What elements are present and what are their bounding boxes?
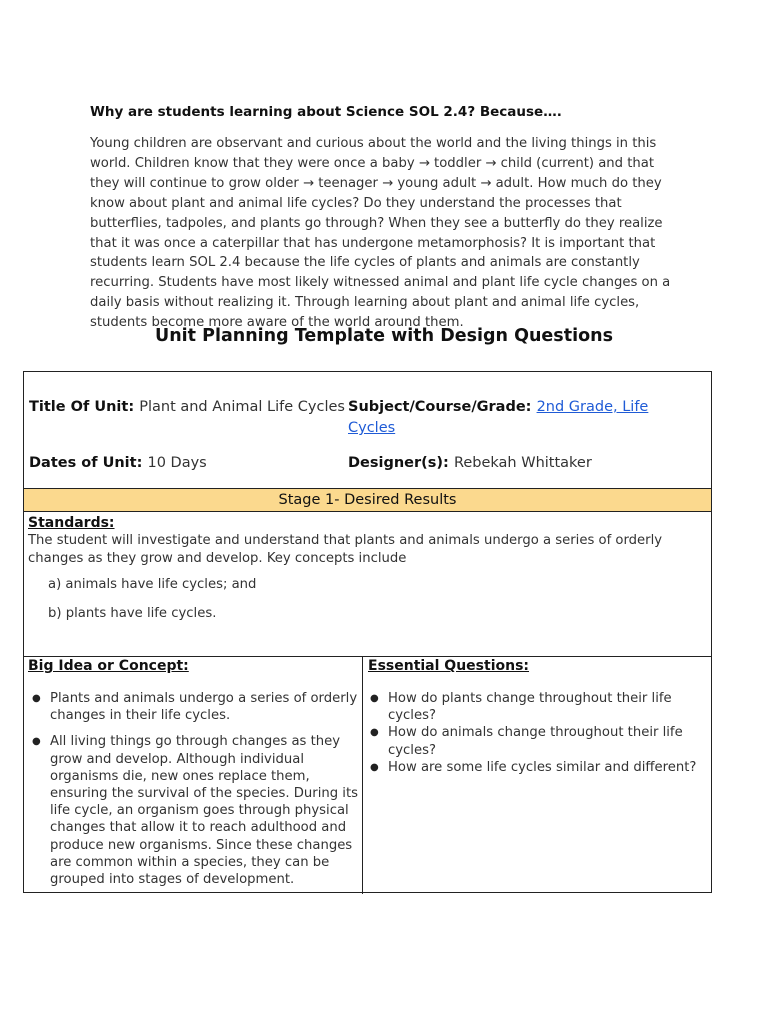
standards-item: a) animals have life cycles; and [48, 577, 257, 592]
intro-question: Why are students learning about Science SOL 2.4? Because…. [90, 104, 562, 120]
designer-value: Rebekah Whittaker [453, 455, 592, 471]
bullet-icon: ● [32, 693, 41, 704]
essential-questions-heading: Essential Questions: [368, 658, 530, 674]
stage1-header: Stage 1- Desired Results [24, 488, 711, 512]
title-of-unit-label: Title Of Unit: [29, 399, 135, 415]
title-of-unit [29, 396, 345, 415]
list-item-text: All living things go through changes as they grow and develop. Although individual organisms die, new ones replace them, ensuring the survival of the species. During its life cycle, an organism goes through physical changes that allow it to reach adulthood and produce new organisms. Since these changes are common within a species, they can be grouped into stages of development. [50, 734, 359, 888]
list-item-text: How do plants change throughout their life cycles? [388, 691, 672, 724]
designers [348, 452, 592, 471]
essential-questions-list [366, 690, 706, 776]
subject-label: Subject/Course/Grade: [348, 399, 532, 415]
divider [24, 656, 711, 657]
list-item [366, 724, 706, 758]
bullet-icon: ● [370, 727, 379, 739]
bullet-icon: ● [32, 736, 41, 748]
standards-section [28, 514, 708, 568]
designer-label: Designer(s): [348, 455, 449, 471]
subject-course-grade [348, 396, 688, 438]
standards-text: The student will investigate and understand that plants and animals undergo a series of orderly changes as they grow and develop. Key concepts include [28, 533, 663, 566]
dates-of-unit [29, 452, 207, 471]
template-title: Unit Planning Template with Design Questions [155, 326, 613, 346]
dates-label: Dates of Unit: [29, 455, 143, 471]
list-item [366, 759, 706, 776]
list-item-text: Plants and animals undergo a series of orderly changes in their life cycles. [50, 691, 358, 724]
title-of-unit-value: Plant and Animal Life Cycles [139, 399, 345, 415]
bullet-icon: ● [370, 761, 379, 773]
big-idea-heading: Big Idea or Concept: [28, 658, 189, 674]
bullet-icon: ● [370, 693, 379, 704]
list-item [28, 690, 358, 724]
intro-paragraph: Young children are observant and curious about the world and the living things in this world. Children know that they were once a baby → toddler → child (current) and that they will continue to grow older → teenager → young adult → adult. How much do they know about plant and animal life cycles? Do they understand the processes that butterflies, tadpoles, and plants go through? When they see a butterfly do they realize that it was once a caterpillar that has undergone metamorphosis? It is important that students learn SOL 2.4 because the life cycles of plants and animals are constantly recurring. Students have most likely witnessed animal and plant life cycle changes on a daily basis without realizing it. Through learning about plant and animal life cycles, students become more aware of the world around them. [90, 136, 671, 331]
list-item-text: How do animals change throughout their life cycles? [388, 725, 683, 758]
dates-value: 10 Days [147, 455, 207, 471]
unit-planning-table [23, 371, 712, 893]
list-item [28, 733, 358, 888]
big-idea-list [28, 690, 358, 888]
standards-item: b) plants have life cycles. [48, 606, 217, 621]
list-item-text: How are some life cycles similar and different? [388, 759, 697, 775]
column-divider [362, 656, 363, 894]
list-item [366, 690, 706, 724]
standards-title: Standards: [28, 515, 115, 531]
subject-link[interactable]: 2nd Grade, Life Cycles [348, 399, 649, 436]
